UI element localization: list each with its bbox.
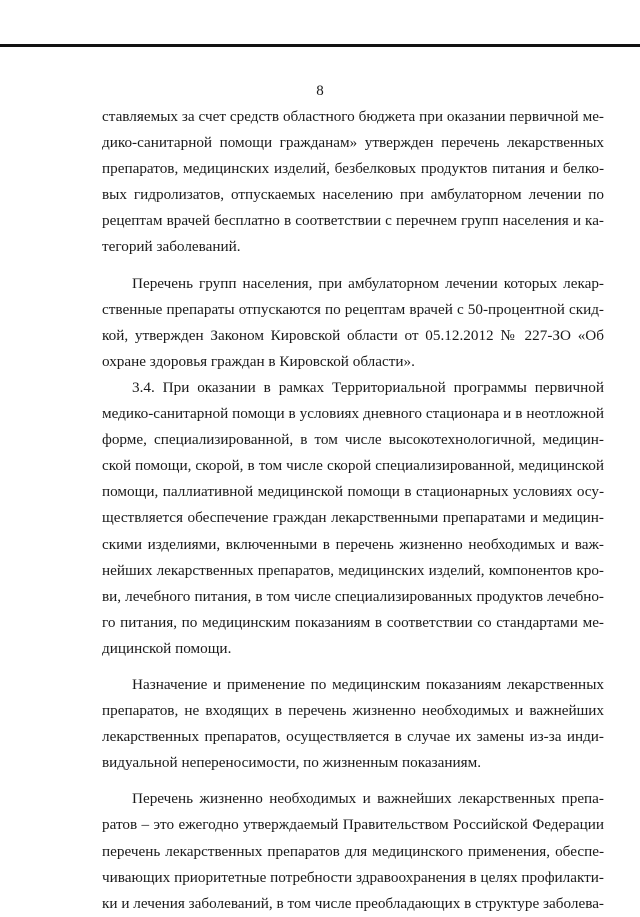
text-line: нейших лекарственных препаратов, медицинских изделий, компонентов кро- [102, 561, 604, 579]
text-line: ви, лечебного питания, в том числе специализированных продуктов лечебно- [102, 587, 604, 605]
text-line: видуальной непереносимости, по жизненным показаниям. [102, 754, 482, 772]
page-number: 8 [316, 83, 324, 99]
text-line: ществляется обеспечение граждан лекарственными препаратами и медицин- [102, 509, 604, 527]
text-line: тегорий заболеваний. [102, 238, 241, 256]
text-line: форме, специализированной, в том числе высокотехнологичной, медицин- [102, 431, 604, 449]
paragraph-3 [102, 375, 604, 662]
text-line: дико-санитарной помощи гражданам» утвержден перечень лекарственных [102, 134, 604, 152]
text-line: го питания, по медицинским показаниям в соответствии со стандартами ме- [102, 613, 604, 631]
text-line: ской помощи, скорой, в том числе скорой специализированной, медицинской [102, 457, 604, 475]
header-rule [0, 44, 640, 47]
text-line: ставляемых за счет средств областного бюджета при оказании первичной ме- [102, 108, 604, 125]
text-line: чивающих приоритетные потребности здравоохранения в целях профилакти- [102, 868, 604, 886]
text-line: препаратов, медицинских изделий, безбелковых продуктов питания и белко- [102, 160, 604, 178]
text-line: ратов – это ежегодно утверждаемый Правительством Российской Федерации [102, 816, 604, 834]
text-line: 3.4. При оказании в рамках Территориальной программы первичной [132, 378, 604, 396]
text-line: перечень лекарственных препаратов для медицинского применения, обеспе- [102, 842, 604, 860]
paragraph-4 [102, 672, 604, 776]
text-line: Перечень групп населения, при амбулаторном лечении которых лекар- [132, 274, 604, 292]
text-line: вых гидролизатов, отпускаемых населению при амбулаторном лечении по [102, 186, 604, 204]
text-line: Назначение и применение по медицинским показаниям лекарственных [132, 675, 604, 693]
text-line: помощи, паллиативной медицинской помощи в стационарных условиях осу- [102, 483, 604, 501]
text-line: медико-санитарной помощи в условиях дневного стационара и в неотложной [102, 405, 604, 423]
paragraph-2 [102, 271, 604, 375]
text-line: лекарственных препаратов, осуществляется в случае их замены из-за инди- [102, 728, 604, 746]
document-body [102, 104, 604, 917]
text-line: скими изделиями, включенными в перечень жизненно необходимых и важ- [102, 535, 604, 553]
text-line: препаратов, не входящих в перечень жизненно необходимых и важнейших [102, 702, 604, 720]
text-line: охране здоровья граждан в Кировской области». [102, 352, 415, 370]
paragraph-1 [102, 104, 604, 261]
text-line: кой, утвержден Законом Кировской области от 05.12.2012 № 227-ЗО «Об [102, 326, 604, 344]
paragraph-5 [102, 786, 604, 916]
text-line: ки и лечения заболеваний, в том числе преобладающих в структуре заболева- [102, 894, 604, 912]
text-line: дицинской помощи. [102, 639, 232, 657]
text-line: рецептам врачей бесплатно в соответствии с перечнем групп населения и ка- [102, 212, 604, 230]
text-line: ственные препараты отпускаются по рецептам врачей с 50-процентной скид- [102, 300, 604, 318]
text-line: Перечень жизненно необходимых и важнейших лекарственных препа- [132, 790, 604, 808]
